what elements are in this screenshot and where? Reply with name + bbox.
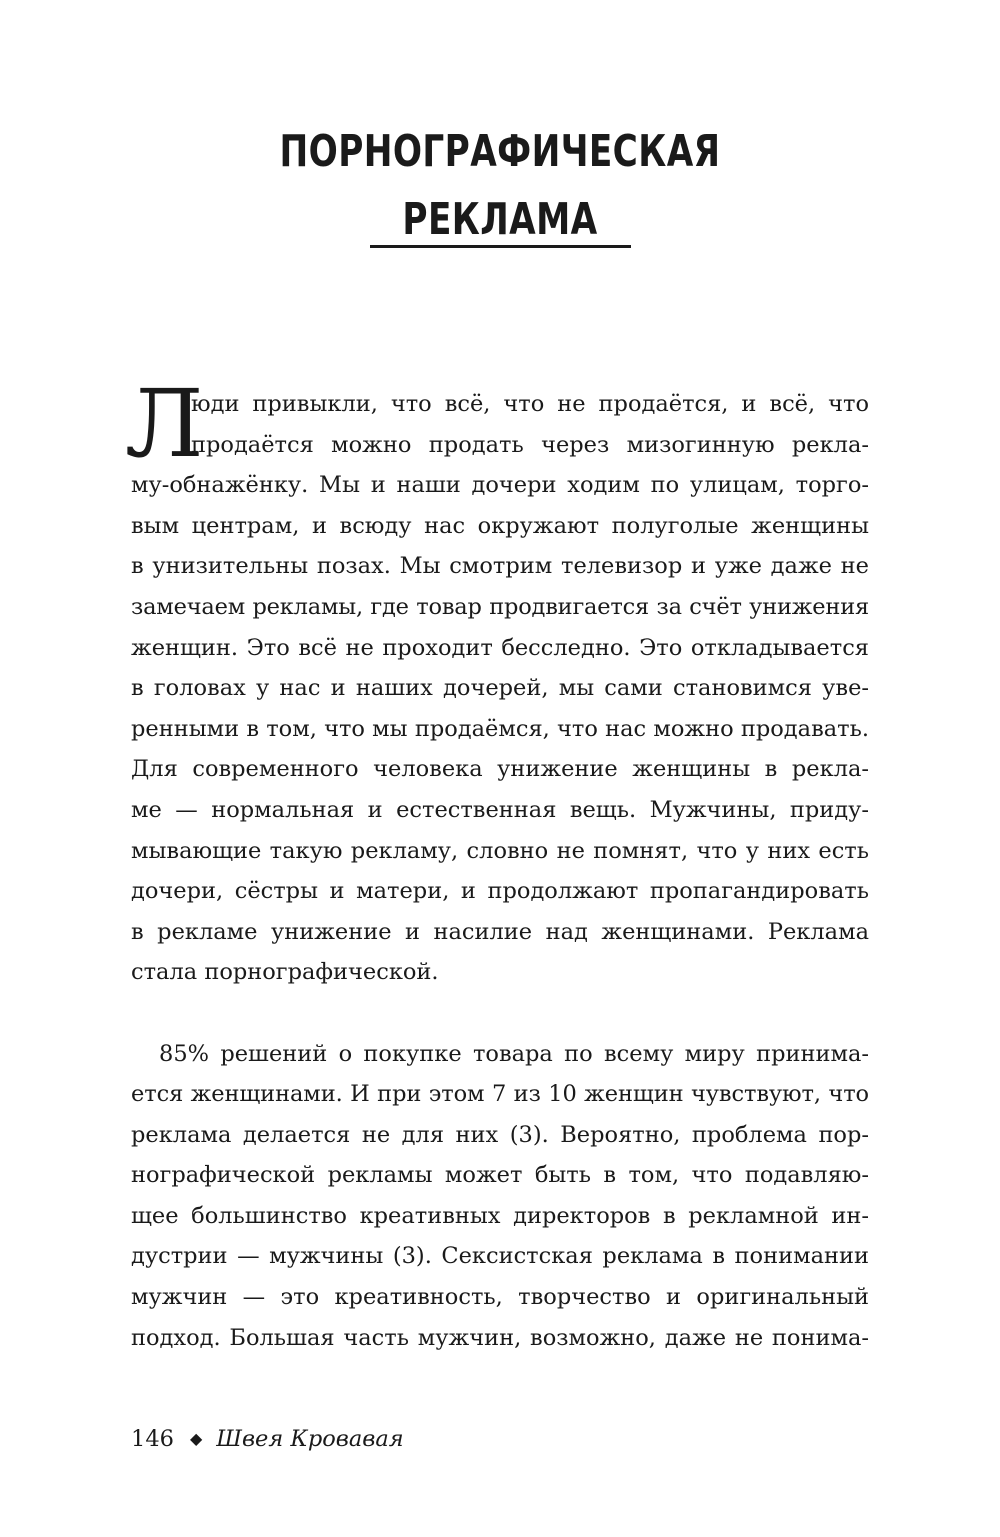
body-text <box>125 370 869 1358</box>
text-line: ренными в том, что мы продаёмся, что нас можно продавать. <box>131 715 869 742</box>
text-line: мывающие такую рекламу, словно не помнят, что у них есть <box>131 837 869 864</box>
text-line: юди привыкли, что всё, что не продаётся, и всё, что <box>191 391 869 417</box>
text-line: Для современного человека унижение женщины в рекла- <box>131 756 869 783</box>
text-line: 85% решений о покупке товара по всему миру принима- <box>159 1040 869 1067</box>
diamond-separator-icon: ◆ <box>189 1429 203 1448</box>
page-footer <box>131 1423 404 1455</box>
running-author: Швея Кровавая <box>216 1426 404 1452</box>
text-line: дустрии — мужчины (3). Сексистская реклама в понимании <box>131 1243 869 1270</box>
chapter-title-line-2: РЕКЛАМА <box>402 194 598 245</box>
text-line: нографической рекламы может быть в том, что подавляю- <box>131 1162 869 1189</box>
drop-cap: Л <box>125 370 204 479</box>
text-line: в головах у нас и наших дочерей, мы сами становимся уве- <box>131 675 869 702</box>
text-line: ме — нормальная и естественная вещь. Мужчины, приду- <box>131 796 869 823</box>
text-line: продаётся можно продать через мизогинную рекла- <box>191 431 869 458</box>
paragraph-2 <box>131 1034 869 1359</box>
page-number: 146 <box>131 1426 174 1452</box>
text-line: подход. Большая часть мужчин, возможно, даже не понима- <box>131 1324 869 1351</box>
text-line: реклама делается не для них (3). Вероятно, проблема пор- <box>131 1121 869 1148</box>
text-line: му-обнажёнку. Мы и наши дочери ходим по улицам, торго- <box>131 472 869 499</box>
text-line: вым центрам, и всюду нас окружают полуголые женщины <box>131 512 869 539</box>
text-line: мужчин — это креативность, творчество и оригинальный <box>131 1284 869 1311</box>
title-underline <box>370 245 631 248</box>
text-line: дочери, сёстры и матери, и продолжают пропагандировать <box>131 878 869 905</box>
paragraph-1 <box>125 370 869 993</box>
chapter-title-line-1: ПОРНОГРАФИЧЕСКАЯ <box>279 126 721 177</box>
text-line: ется женщинами. И при этом 7 из 10 женщин чувствуют, что <box>131 1081 869 1108</box>
text-line: в унизительны позах. Мы смотрим телевизор и уже даже не <box>131 553 869 580</box>
text-line: замечаем рекламы, где товар продвигается за счёт унижения <box>131 593 869 620</box>
text-line: стала порнографической. <box>131 959 439 986</box>
chapter-title <box>110 118 890 254</box>
text-line: женщин. Это всё не проходит бесследно. Это откладывается <box>131 634 869 661</box>
text-line: щее большинство креативных директоров в рекламной ин- <box>131 1202 869 1229</box>
text-line: в рекламе унижение и насилие над женщинами. Реклама <box>131 918 869 945</box>
